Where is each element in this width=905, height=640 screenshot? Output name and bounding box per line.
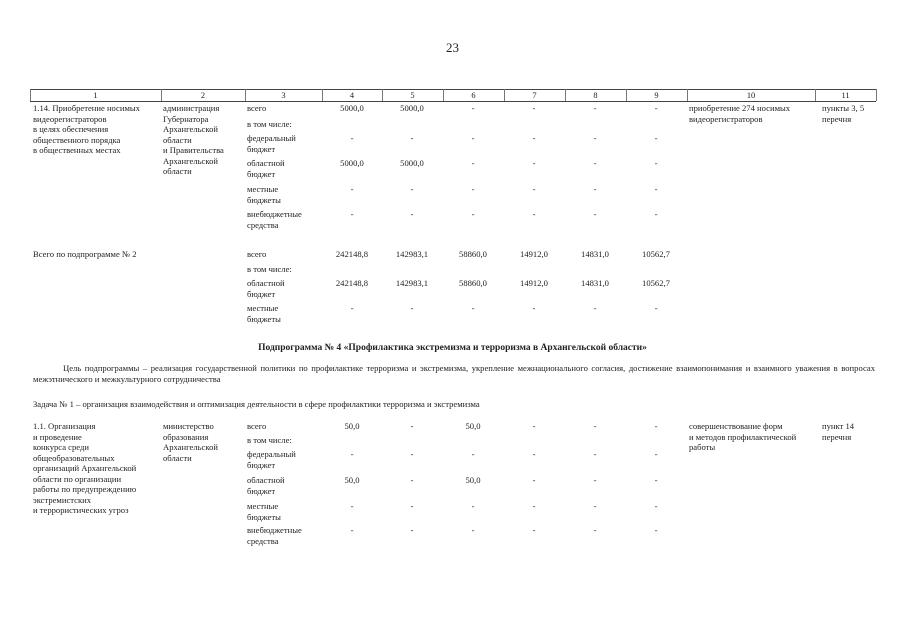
funding-source: бюджеты (247, 511, 281, 522)
column-header-3: 3 (281, 91, 286, 100)
amount-cell: - (410, 133, 414, 143)
amount-cell: 58860,0 (459, 278, 487, 288)
amount-cell: - (350, 303, 354, 313)
amount-cell: - (471, 303, 475, 313)
measure-name: экстремистских (33, 494, 92, 505)
amount-cell: - (593, 475, 597, 485)
reference: перечня (822, 431, 852, 442)
amount-cell: 242148,8 (335, 278, 369, 288)
column-divider (876, 89, 877, 101)
table-header-bottom-border (30, 101, 876, 102)
amount-cell: - (593, 158, 597, 168)
amount-cell: 10562,7 (642, 249, 670, 259)
amount-cell: - (532, 133, 536, 143)
amount-cell: - (593, 501, 597, 511)
amount-cell: - (350, 525, 354, 535)
amount-cell: - (532, 158, 536, 168)
amount-cell: - (654, 209, 658, 219)
amount-cell: - (532, 449, 536, 459)
executor: Архангельской (163, 124, 218, 134)
amount-cell: - (593, 209, 597, 219)
funding-source: местные (247, 303, 279, 313)
amount-cell: - (532, 421, 536, 431)
amount-cell: - (410, 501, 414, 511)
funding-source: внебюджетные (247, 209, 302, 219)
page-number: 23 (446, 40, 459, 55)
amount-cell: - (350, 133, 354, 143)
column-header-9: 9 (654, 91, 659, 100)
amount-cell: - (532, 501, 536, 511)
amount-cell: - (593, 449, 597, 459)
amount-cell: - (532, 525, 536, 535)
funding-source: федеральный (247, 133, 296, 143)
measure-name: в целях обеспечения (33, 124, 109, 134)
measure-name: работы по предупреждению (33, 484, 137, 494)
executor: области (163, 166, 192, 176)
funding-source: бюджет (247, 168, 276, 179)
measure-name: области по организации (33, 473, 122, 484)
column-header-8: 8 (593, 91, 598, 100)
executor: и Правительства (163, 145, 224, 155)
amount-cell: 5000,0 (400, 103, 424, 113)
amount-cell: 14831,0 (581, 249, 609, 259)
funding-source: федеральный (247, 449, 296, 459)
measure-name: и террористических угроз (33, 505, 129, 515)
column-header-4: 4 (349, 91, 355, 100)
executor: образования (163, 431, 209, 442)
amount-cell: 10562,7 (642, 278, 670, 288)
expected-result: работы (689, 442, 716, 452)
funding-source: в том числе: (247, 435, 292, 445)
amount-cell: - (410, 184, 414, 194)
amount-cell: - (654, 501, 658, 511)
amount-cell: 242148,8 (335, 249, 369, 259)
funding-source: бюджеты (247, 194, 281, 205)
amount-cell: 50,0 (465, 421, 481, 431)
measure-name: видеорегистраторов (33, 113, 107, 124)
funding-source: всего (247, 421, 267, 431)
task-heading: Задача № 1 – организация взаимодействия и оптимизация деятельности в сфере профилактики терроризма и экстремизма (33, 399, 480, 409)
amount-cell: 5000,0 (400, 158, 424, 168)
funding-source: местные (247, 184, 279, 194)
funding-source: внебюджетные (247, 525, 302, 535)
amount-cell: 142983,1 (395, 249, 429, 259)
column-header-10: 10 (746, 91, 756, 100)
amount-cell: - (654, 103, 658, 113)
amount-cell: 50,0 (344, 475, 360, 485)
amount-cell: - (654, 475, 658, 485)
amount-cell: 5000,0 (340, 158, 364, 168)
measure-name: и проведение (33, 431, 82, 442)
amount-cell: - (654, 303, 658, 313)
amount-cell: - (410, 303, 414, 313)
measure-name: общеобразовательных (33, 452, 115, 463)
amount-cell: 142983,1 (395, 278, 429, 288)
amount-cell: - (593, 421, 597, 431)
funding-source: в том числе: (247, 264, 292, 274)
column-header-2: 2 (200, 91, 206, 100)
measure-name: в общественных местах (33, 145, 121, 155)
amount-cell: - (471, 501, 475, 511)
column-header-5: 5 (410, 91, 415, 100)
amount-cell: - (654, 421, 658, 431)
column-header-1: 1 (93, 91, 98, 100)
expected-result: приобретение 274 носимых (689, 103, 791, 113)
amount-cell: - (410, 475, 414, 485)
funding-source: бюджет (247, 459, 276, 470)
amount-cell: - (410, 209, 414, 219)
total-label: Всего по подпрограмме № 2 (33, 249, 137, 259)
amount-cell: - (350, 209, 354, 219)
amount-cell: - (654, 449, 658, 459)
amount-cell: - (532, 209, 536, 219)
measure-name: организаций Архангельской (33, 463, 137, 473)
amount-cell: - (654, 525, 658, 535)
amount-cell: 14912,0 (520, 249, 548, 259)
funding-source: бюджет (247, 288, 276, 299)
column-header-11: 11 (841, 91, 850, 100)
column-header-6: 6 (471, 91, 476, 100)
funding-source: бюджет (247, 485, 276, 496)
amount-cell: - (593, 303, 597, 313)
funding-source: бюджеты (247, 313, 281, 324)
funding-source: в том числе: (247, 119, 292, 129)
expected-result: видеорегистраторов (689, 113, 763, 124)
amount-cell: 5000,0 (340, 103, 364, 113)
expected-result: совершенствование форм (689, 421, 783, 431)
amount-cell: - (410, 421, 414, 431)
executor: Архангельской (163, 442, 218, 452)
amount-cell: - (471, 103, 475, 113)
reference: перечня (822, 113, 852, 124)
amount-cell: - (593, 103, 597, 113)
amount-cell: - (410, 449, 414, 459)
amount-cell: 14912,0 (520, 278, 548, 288)
amount-cell: - (532, 475, 536, 485)
funding-source: средства (247, 219, 279, 230)
reference: пункты 3, 5 (822, 103, 865, 113)
subprogram-goal: Цель подпрограммы – реализация государственной политики по профилактике терроризма и экстремизма, укрепление межнационального согласия, достижение взаимопонимания и взаимного уважения в вопросах межэтнического и межкультурного сотрудничества (33, 363, 875, 384)
executor: Губернатора (163, 113, 209, 124)
amount-cell: - (532, 303, 536, 313)
amount-cell: - (471, 158, 475, 168)
amount-cell: - (593, 133, 597, 143)
amount-cell: - (471, 184, 475, 194)
measure-name: общественного порядка (33, 134, 121, 145)
measure-name: 1.14. Приобретение носимых (33, 103, 140, 113)
amount-cell: 50,0 (465, 475, 481, 485)
amount-cell: - (350, 184, 354, 194)
funding-source: всего (247, 249, 267, 259)
amount-cell: - (593, 525, 597, 535)
executor: области (163, 452, 192, 463)
amount-cell: - (471, 525, 475, 535)
amount-cell: 50,0 (344, 421, 360, 431)
amount-cell: - (532, 184, 536, 194)
column-header-7: 7 (532, 91, 537, 100)
amount-cell: - (350, 501, 354, 511)
amount-cell: - (654, 158, 658, 168)
amount-cell: - (410, 525, 414, 535)
executor: Архангельской (163, 155, 218, 166)
amount-cell: - (654, 184, 658, 194)
amount-cell: - (593, 184, 597, 194)
executor: министерство (163, 421, 214, 431)
executor: области (163, 134, 192, 145)
amount-cell: - (471, 133, 475, 143)
amount-cell: - (350, 449, 354, 459)
expected-result: и методов профилактической (689, 431, 797, 442)
amount-cell: - (471, 209, 475, 219)
funding-source: областной (247, 158, 285, 168)
measure-name: конкурса среди (33, 442, 89, 452)
table-top-border (30, 89, 876, 90)
executor: администрация (163, 103, 220, 113)
funding-source: всего (247, 103, 267, 113)
subprogram-heading: Подпрограмма № 4 «Профилактика экстремизма и терроризма в Архангельской области» (258, 343, 647, 353)
funding-source: областной (247, 475, 285, 485)
amount-cell: 58860,0 (459, 249, 487, 259)
funding-source: бюджет (247, 143, 276, 154)
funding-source: областной (247, 278, 285, 288)
amount-cell: 14831,0 (581, 278, 609, 288)
funding-source: местные (247, 501, 279, 511)
reference: пункт 14 (822, 421, 855, 431)
measure-name: 1.1. Организация (33, 421, 96, 431)
amount-cell: - (654, 133, 658, 143)
funding-source: средства (247, 535, 279, 546)
amount-cell: - (471, 449, 475, 459)
amount-cell: - (532, 103, 536, 113)
